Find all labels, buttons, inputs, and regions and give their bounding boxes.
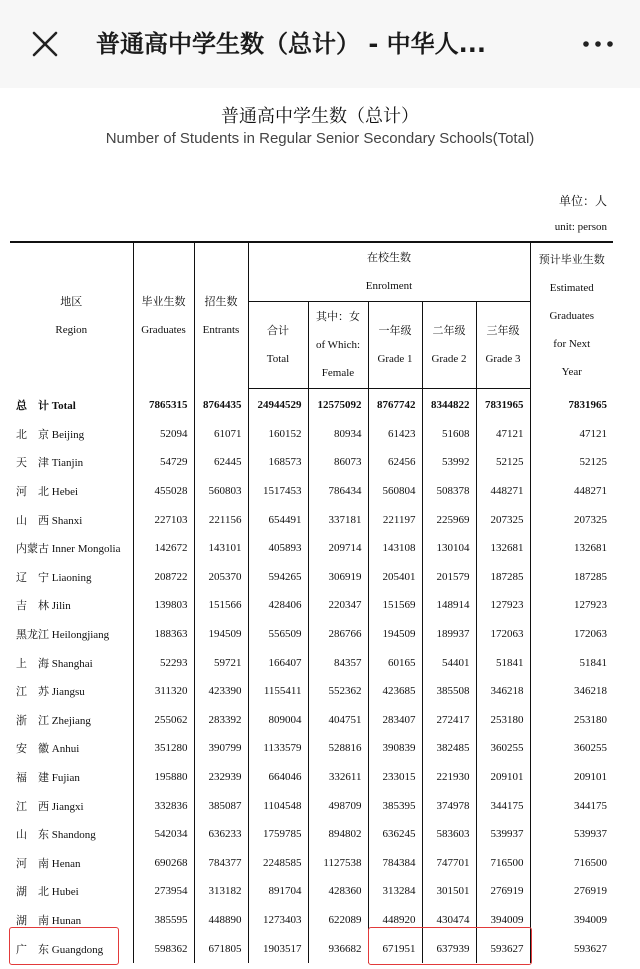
cell-region: 福 建 Fujian	[16, 772, 80, 785]
cell-grade-2: 301501	[422, 877, 476, 906]
cell-entrants: 59721	[194, 648, 248, 677]
cell-female: 306919	[308, 563, 368, 592]
cell-region: 山 东 Shandong	[16, 829, 96, 842]
cell-region: 北 京 Beijing	[16, 428, 85, 441]
table-row	[10, 706, 613, 735]
cell-total: 1104548	[248, 791, 308, 820]
cell-grade-1: 221197	[368, 505, 422, 534]
cell-grade-3: 593627	[476, 934, 530, 963]
cell-region: 总 计 Total	[16, 400, 76, 413]
cell-female: 528816	[308, 734, 368, 763]
cell-region: 河 北 Hebei	[16, 486, 79, 499]
cell-region: 江 西 Jiangxi	[16, 800, 84, 813]
cell-region: 河 南 Henan	[16, 857, 81, 870]
cell-total: 1155411	[248, 677, 308, 706]
cell-grade-1: 423685	[368, 677, 422, 706]
cell-total: 1517453	[248, 477, 308, 506]
cell-female: 286766	[308, 620, 368, 649]
cell-grade-3: 7831965	[476, 389, 530, 420]
cell-grade-2: 382485	[422, 734, 476, 763]
cell-entrants: 221156	[194, 505, 248, 534]
cell-graduates: 7865315	[133, 389, 194, 420]
table-row	[10, 534, 613, 563]
cell-graduates: 188363	[133, 620, 194, 649]
cell-grade-1: 390839	[368, 734, 422, 763]
header-entrants: 招生数 Entrants	[194, 242, 248, 389]
cell-grade-3: 172063	[476, 620, 530, 649]
table-row	[10, 648, 613, 677]
cell-total: 1759785	[248, 820, 308, 849]
cell-grade-2: 385508	[422, 677, 476, 706]
header-enrolment: 在校生数 Enrolment	[248, 242, 530, 302]
cell-grade-3: 207325	[476, 505, 530, 534]
cell-female: 936682	[308, 934, 368, 963]
cell-graduates: 255062	[133, 706, 194, 735]
document-viewer[interactable]	[0, 88, 640, 969]
cell-next-year: 132681	[530, 534, 613, 563]
cell-next-year: 187285	[530, 563, 613, 592]
cell-graduates: 195880	[133, 763, 194, 792]
cell-graduates: 385595	[133, 906, 194, 935]
cell-grade-1: 233015	[368, 763, 422, 792]
cell-graduates: 542034	[133, 820, 194, 849]
table-row	[10, 505, 613, 534]
cell-graduates: 455028	[133, 477, 194, 506]
cell-grade-2: 508378	[422, 477, 476, 506]
cell-entrants: 385087	[194, 791, 248, 820]
highlight-box-grades	[368, 927, 532, 965]
cell-grade-2: 272417	[422, 706, 476, 735]
cell-region: 安 徽 Anhui	[16, 743, 80, 756]
close-icon[interactable]	[28, 27, 62, 61]
cell-entrants: 62445	[194, 448, 248, 477]
cell-entrants: 448890	[194, 906, 248, 935]
cell-region: 辽 宁 Liaoning	[16, 571, 92, 584]
cell-total: 160152	[248, 420, 308, 449]
cell-grade-1: 61423	[368, 420, 422, 449]
cell-female: 404751	[308, 706, 368, 735]
table-row	[10, 791, 613, 820]
cell-grade-1: 448920	[368, 906, 422, 935]
cell-grade-1: 671951	[368, 934, 422, 963]
top-navigation-bar	[0, 0, 640, 88]
cell-female: 428360	[308, 877, 368, 906]
cell-grade-3: 716500	[476, 849, 530, 878]
header-next-year-graduates: 预计毕业生数 Estimated Graduates for Next Year	[530, 242, 613, 389]
table-body	[10, 389, 613, 963]
cell-region: 天 津 Tianjin	[16, 457, 84, 470]
cell-next-year: 7831965	[530, 389, 613, 420]
table-row	[10, 448, 613, 477]
cell-grade-1: 60165	[368, 648, 422, 677]
cell-grade-1: 385395	[368, 791, 422, 820]
cell-grade-2: 130104	[422, 534, 476, 563]
cell-grade-2: 189937	[422, 620, 476, 649]
cell-entrants: 313182	[194, 877, 248, 906]
header-grade-1: 一年级 Grade 1	[368, 302, 422, 389]
cell-grade-1: 143108	[368, 534, 422, 563]
cell-grade-3: 360255	[476, 734, 530, 763]
cell-next-year: 346218	[530, 677, 613, 706]
page-title: 普通高中学生数（总计） - 中华人...	[96, 30, 487, 58]
cell-region: 湖 南 Hunan	[16, 914, 82, 927]
cell-total: 654491	[248, 505, 308, 534]
cell-female: 84357	[308, 648, 368, 677]
cell-next-year: 207325	[530, 505, 613, 534]
more-icon[interactable]	[578, 34, 618, 54]
cell-entrants: 143101	[194, 534, 248, 563]
cell-next-year: 52125	[530, 448, 613, 477]
cell-female: 786434	[308, 477, 368, 506]
cell-total: 1273403	[248, 906, 308, 935]
cell-region: 上 海 Shanghai	[16, 657, 93, 670]
cell-grade-3: 344175	[476, 791, 530, 820]
cell-entrants: 232939	[194, 763, 248, 792]
document-title: 普通高中学生数（总计）	[221, 106, 419, 127]
cell-grade-3: 276919	[476, 877, 530, 906]
cell-graduates: 54729	[133, 448, 194, 477]
cell-graduates: 52094	[133, 420, 194, 449]
header-total: 合计 Total	[248, 302, 308, 389]
cell-female: 1127538	[308, 849, 368, 878]
cell-total: 664046	[248, 763, 308, 792]
header-graduates: 毕业生数 Graduates	[133, 242, 194, 389]
cell-graduates: 142672	[133, 534, 194, 563]
cell-grade-1: 62456	[368, 448, 422, 477]
cell-graduates: 690268	[133, 849, 194, 878]
cell-entrants: 151566	[194, 591, 248, 620]
cell-grade-1: 151569	[368, 591, 422, 620]
table-row	[10, 877, 613, 906]
cell-graduates: 139803	[133, 591, 194, 620]
highlight-box-region	[9, 927, 119, 965]
cell-entrants: 61071	[194, 420, 248, 449]
cell-grade-2: 430474	[422, 906, 476, 935]
cell-entrants: 636233	[194, 820, 248, 849]
cell-total: 1903517	[248, 934, 308, 963]
cell-total: 166407	[248, 648, 308, 677]
table-row	[10, 820, 613, 849]
cell-grade-3: 51841	[476, 648, 530, 677]
cell-grade-3: 47121	[476, 420, 530, 449]
cell-entrants: 560803	[194, 477, 248, 506]
cell-graduates: 351280	[133, 734, 194, 763]
cell-region: 江 苏 Jiangsu	[16, 686, 85, 699]
cell-region: 山 西 Shanxi	[16, 514, 83, 527]
cell-grade-2: 54401	[422, 648, 476, 677]
cell-female: 12575092	[308, 389, 368, 420]
unit-label-cn: 单位：人	[558, 194, 607, 208]
cell-female: 220347	[308, 591, 368, 620]
cell-next-year: 344175	[530, 791, 613, 820]
cell-female: 498709	[308, 791, 368, 820]
cell-entrants: 283392	[194, 706, 248, 735]
table-row-total	[10, 389, 613, 420]
cell-total: 891704	[248, 877, 308, 906]
cell-total: 428406	[248, 591, 308, 620]
header-female: 其中：女 of Which: Female	[308, 302, 368, 389]
cell-entrants: 671805	[194, 934, 248, 963]
cell-grade-2: 53992	[422, 448, 476, 477]
cell-grade-1: 8767742	[368, 389, 422, 420]
cell-next-year: 51841	[530, 648, 613, 677]
cell-grade-1: 784384	[368, 849, 422, 878]
cell-graduates: 332836	[133, 791, 194, 820]
cell-grade-2: 225969	[422, 505, 476, 534]
cell-female: 894802	[308, 820, 368, 849]
cell-grade-1: 205401	[368, 563, 422, 592]
cell-graduates: 273954	[133, 877, 194, 906]
table-row	[10, 477, 613, 506]
document-subtitle: Number of Students in Regular Senior Secondary Schools(Total)	[105, 130, 535, 147]
cell-next-year: 448271	[530, 477, 613, 506]
cell-female: 80934	[308, 420, 368, 449]
cell-grade-2: 637939	[422, 934, 476, 963]
cell-next-year: 716500	[530, 849, 613, 878]
cell-next-year: 172063	[530, 620, 613, 649]
cell-female: 86073	[308, 448, 368, 477]
cell-entrants: 784377	[194, 849, 248, 878]
cell-total: 1133579	[248, 734, 308, 763]
header-grade-2: 二年级 Grade 2	[422, 302, 476, 389]
cell-grade-3: 539937	[476, 820, 530, 849]
cell-next-year: 209101	[530, 763, 613, 792]
table-row	[10, 591, 613, 620]
cell-female: 552362	[308, 677, 368, 706]
cell-grade-2: 201579	[422, 563, 476, 592]
table-row	[10, 620, 613, 649]
cell-grade-2: 8344822	[422, 389, 476, 420]
cell-region: 广 东 Guangdong	[16, 943, 104, 956]
cell-graduates: 227103	[133, 505, 194, 534]
table-row	[10, 763, 613, 792]
cell-grade-3: 209101	[476, 763, 530, 792]
cell-grade-1: 283407	[368, 706, 422, 735]
cell-grade-2: 374978	[422, 791, 476, 820]
cell-total: 809004	[248, 706, 308, 735]
cell-grade-3: 448271	[476, 477, 530, 506]
cell-grade-3: 127923	[476, 591, 530, 620]
cell-total: 24944529	[248, 389, 308, 420]
cell-next-year: 276919	[530, 877, 613, 906]
table-row	[10, 563, 613, 592]
cell-grade-2: 221930	[422, 763, 476, 792]
table-row	[10, 734, 613, 763]
cell-grade-2: 583603	[422, 820, 476, 849]
cell-next-year: 593627	[530, 934, 613, 963]
cell-female: 332611	[308, 763, 368, 792]
cell-entrants: 194509	[194, 620, 248, 649]
cell-total: 2248585	[248, 849, 308, 878]
table-row	[10, 420, 613, 449]
cell-female: 622089	[308, 906, 368, 935]
cell-graduates: 311320	[133, 677, 194, 706]
cell-grade-1: 313284	[368, 877, 422, 906]
cell-total: 594265	[248, 563, 308, 592]
cell-graduates: 598362	[133, 934, 194, 963]
cell-grade-3: 346218	[476, 677, 530, 706]
cell-grade-3: 394009	[476, 906, 530, 935]
header-grade-3: 三年级 Grade 3	[476, 302, 530, 389]
cell-grade-3: 187285	[476, 563, 530, 592]
cell-entrants: 205370	[194, 563, 248, 592]
cell-entrants: 423390	[194, 677, 248, 706]
cell-region: 吉 林 Jilin	[16, 600, 71, 613]
cell-total: 168573	[248, 448, 308, 477]
cell-grade-2: 148914	[422, 591, 476, 620]
cell-grade-2: 747701	[422, 849, 476, 878]
cell-region: 内蒙古 Inner Mongolia	[16, 543, 121, 556]
unit-label-en: unit: person	[554, 221, 607, 233]
header-region: 地区 Region	[10, 242, 133, 389]
table-row	[10, 677, 613, 706]
cell-entrants: 390799	[194, 734, 248, 763]
table-row	[10, 849, 613, 878]
cell-grade-1: 560804	[368, 477, 422, 506]
cell-next-year: 360255	[530, 734, 613, 763]
cell-grade-2: 51608	[422, 420, 476, 449]
cell-region: 浙 江 Zhejiang	[16, 714, 91, 727]
cell-grade-1: 194509	[368, 620, 422, 649]
cell-next-year: 394009	[530, 906, 613, 935]
cell-female: 209714	[308, 534, 368, 563]
cell-next-year: 127923	[530, 591, 613, 620]
cell-grade-1: 636245	[368, 820, 422, 849]
cell-graduates: 52293	[133, 648, 194, 677]
cell-grade-3: 253180	[476, 706, 530, 735]
cell-entrants: 8764435	[194, 389, 248, 420]
cell-region: 黑龙江 Heilongjiang	[16, 629, 110, 642]
cell-next-year: 539937	[530, 820, 613, 849]
student-statistics-table	[10, 241, 613, 963]
cell-region: 湖 北 Hubei	[16, 886, 79, 899]
cell-grade-3: 132681	[476, 534, 530, 563]
cell-graduates: 208722	[133, 563, 194, 592]
cell-next-year: 47121	[530, 420, 613, 449]
cell-grade-3: 52125	[476, 448, 530, 477]
cell-next-year: 253180	[530, 706, 613, 735]
cell-total: 556509	[248, 620, 308, 649]
cell-female: 337181	[308, 505, 368, 534]
cell-total: 405893	[248, 534, 308, 563]
